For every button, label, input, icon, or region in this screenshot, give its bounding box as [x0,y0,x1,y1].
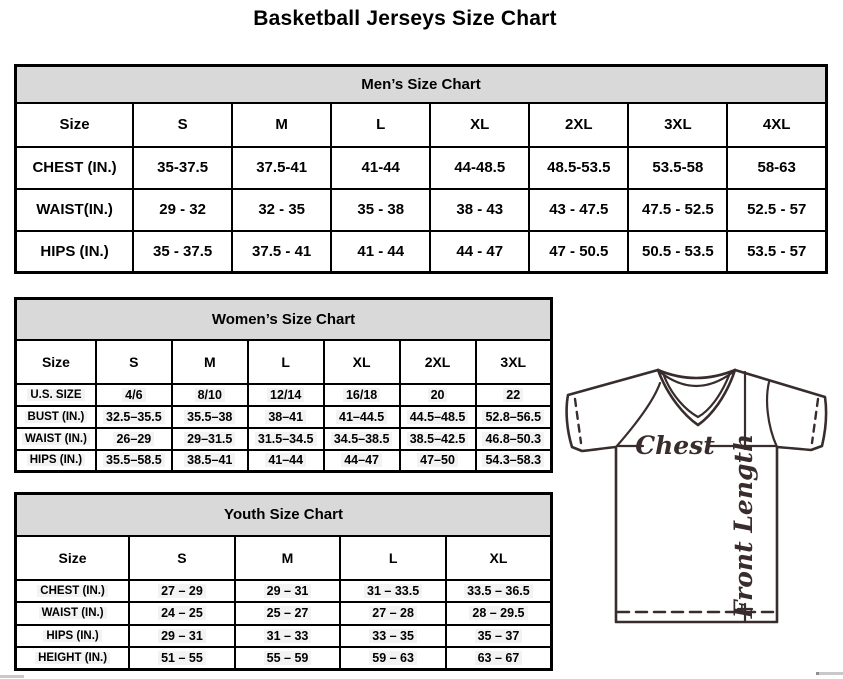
womens-size-chart-table [14,297,553,473]
value-cell [340,625,446,648]
row-label: CHEST (IN.) [16,147,134,189]
value-cell-text: 31 – 33.5 [364,584,422,598]
value-cell [235,602,341,625]
value-cell: 44-48.5 [430,147,529,189]
value-cell: 47 - 50.5 [529,231,628,273]
value-cell-text: 54.3–58.3 [482,453,544,467]
value-cell [340,580,446,603]
value-cell-text: 46.8–50.3 [482,432,544,446]
value-cell [446,602,552,625]
value-cell: 37.5-41 [232,147,331,189]
table-row [16,625,552,648]
left-cuff-stitch-line [575,399,581,443]
value-cell [129,647,235,670]
value-cell: 50.5 - 53.5 [628,231,727,273]
value-cell: 29 - 32 [133,189,232,231]
front-length-label: Front Length [729,433,758,619]
table-row [16,450,552,472]
value-cell-text: 41–44.5 [336,410,387,424]
value-cell [172,428,248,450]
value-cell-text: 47–50 [417,453,458,467]
value-cell [129,580,235,603]
value-cell [446,625,552,648]
value-cell-text: 33 – 35 [369,629,417,643]
value-cell: 58-63 [727,147,826,189]
value-cell [96,428,172,450]
value-cell-text: 51 – 55 [158,651,206,665]
row-label [16,625,130,648]
youth-size-chart-table [14,492,553,671]
value-cell [476,384,552,406]
value-cell [446,647,552,670]
value-cell-text: 35.5–58.5 [103,453,165,467]
row-label-text: BUST (IN.) [25,411,88,423]
size-column-l: L [248,340,324,384]
size-column-2xl: 2XL [529,103,628,147]
jersey-outline [567,370,826,622]
size-header-cell: Size [16,536,130,580]
value-cell-text: 59 – 63 [369,651,417,665]
table-row [16,580,552,603]
value-cell [476,428,552,450]
size-header-cell: Size [16,103,134,147]
value-cell [400,428,476,450]
value-cell-text: 44–47 [341,453,382,467]
value-cell: 52.5 - 57 [727,189,826,231]
value-cell-text: 12/14 [267,388,304,402]
row-label [16,384,96,406]
table-row [16,384,552,406]
jersey-measurement-diagram [555,355,843,679]
value-cell: 48.5-53.5 [529,147,628,189]
table-row [16,147,827,189]
value-cell [235,647,341,670]
value-cell [129,602,235,625]
value-cell: 41 - 44 [331,231,430,273]
table-row [16,231,827,273]
youth-chart-size-row [16,536,552,580]
right-cuff-stitch-line [812,399,818,443]
value-cell [96,406,172,428]
mens-size-chart-table [14,64,828,274]
womens-chart-title: Women’s Size Chart [16,299,552,340]
value-cell-text: 25 – 27 [264,606,312,620]
value-cell-text: 29 – 31 [158,629,206,643]
value-cell [248,406,324,428]
right-armhole-seam [767,382,777,447]
value-cell [446,580,552,603]
row-label-text: HEIGHT (IN.) [35,652,110,664]
value-cell [324,384,400,406]
mens-chart-title: Men’s Size Chart [16,66,827,103]
value-cell-text: 35.5–38 [184,410,235,424]
value-cell-text: 22 [503,388,523,402]
value-cell [172,450,248,472]
value-cell-text: 38.5–41 [184,453,235,467]
row-label [16,647,130,670]
value-cell-text: 33.5 – 36.5 [464,584,533,598]
table-row [16,406,552,428]
row-label [16,450,96,472]
value-cell-text: 34.5–38.5 [331,432,393,446]
size-column-xl: XL [430,103,529,147]
value-cell-text: 29–31.5 [184,432,235,446]
row-label-text: U.S. SIZE [27,389,84,401]
value-cell [172,384,248,406]
row-label-text: HIPS (IN.) [43,630,101,642]
value-cell-text: 27 – 29 [158,584,206,598]
value-cell [476,406,552,428]
value-cell: 43 - 47.5 [529,189,628,231]
mens-chart-header-row [16,66,827,103]
value-cell-text: 29 – 31 [264,584,312,598]
row-label [16,580,130,603]
size-column-3xl: 3XL [628,103,727,147]
value-cell [96,450,172,472]
size-column-m: M [232,103,331,147]
row-label: WAIST(IN.) [16,189,134,231]
value-cell: 32 - 35 [232,189,331,231]
value-cell [400,406,476,428]
value-cell-text: 26–29 [113,432,154,446]
value-cell-text: 16/18 [343,388,380,402]
size-column-3xl: 3XL [476,340,552,384]
size-column-m: M [172,340,248,384]
chest-label: Chest [635,431,715,460]
value-cell-text: 4/6 [122,388,145,402]
value-cell: 37.5 - 41 [232,231,331,273]
collar-back-arc-outer [658,370,735,378]
size-column-l: L [331,103,430,147]
value-cell [235,580,341,603]
size-column-l: L [340,536,446,580]
value-cell-text: 8/10 [195,388,225,402]
value-cell-text: 52.8–56.5 [482,410,544,424]
row-label [16,602,130,625]
value-cell: 53.5-58 [628,147,727,189]
value-cell [340,647,446,670]
value-cell-text: 38–41 [265,410,306,424]
row-label [16,406,96,428]
horizontal-scrollbar-fragment-right[interactable] [816,672,843,675]
value-cell-text: 38.5–42.5 [407,432,469,446]
size-column-s: S [133,103,232,147]
value-cell-text: 24 – 25 [158,606,206,620]
value-cell [172,406,248,428]
value-cell-text: 28 – 29.5 [469,606,527,620]
table-row [16,428,552,450]
value-cell-text: 32.5–35.5 [103,410,165,424]
value-cell: 38 - 43 [430,189,529,231]
value-cell [235,625,341,648]
value-cell [324,406,400,428]
row-label: HIPS (IN.) [16,231,134,273]
row-label-text: WAIST (IN.) [39,607,107,619]
row-label [16,428,96,450]
value-cell: 41-44 [331,147,430,189]
row-label-text: WAIST (IN.) [22,433,90,445]
value-cell [248,384,324,406]
value-cell [324,450,400,472]
value-cell [400,450,476,472]
womens-chart-header-row [16,299,552,340]
table-row [16,647,552,670]
size-column-xl: XL [446,536,552,580]
row-label-text: CHEST (IN.) [37,585,108,597]
size-column-s: S [96,340,172,384]
value-cell [248,450,324,472]
value-cell [400,384,476,406]
value-cell-text: 35 – 37 [475,629,523,643]
size-column-4xl: 4XL [727,103,826,147]
value-cell-text: 41–44 [265,453,306,467]
size-header-cell: Size [16,340,96,384]
value-cell: 44 - 47 [430,231,529,273]
value-cell-text: 63 – 67 [475,651,523,665]
row-label-text: HIPS (IN.) [27,454,85,466]
womens-chart-size-row [16,340,552,384]
value-cell: 35-37.5 [133,147,232,189]
mens-chart-size-row [16,103,827,147]
value-cell [129,625,235,648]
value-cell: 35 - 37.5 [133,231,232,273]
value-cell [324,428,400,450]
size-column-m: M [235,536,341,580]
value-cell: 53.5 - 57 [727,231,826,273]
size-column-2xl: 2XL [400,340,476,384]
value-cell-text: 31 – 33 [264,629,312,643]
horizontal-scrollbar-fragment-left[interactable] [0,675,24,678]
value-cell: 47.5 - 52.5 [628,189,727,231]
value-cell [340,602,446,625]
size-column-xl: XL [324,340,400,384]
value-cell-text: 44.5–48.5 [407,410,469,424]
youth-chart-title: Youth Size Chart [16,494,552,536]
table-row [16,602,552,625]
value-cell-text: 27 – 28 [369,606,417,620]
page-title: Basketball Jerseys Size Chart [253,7,557,30]
size-column-s: S [129,536,235,580]
value-cell [476,450,552,472]
value-cell: 35 - 38 [331,189,430,231]
value-cell [96,384,172,406]
youth-chart-header-row [16,494,552,536]
table-row [16,189,827,231]
value-cell-text: 20 [428,388,448,402]
value-cell-text: 55 – 59 [264,651,312,665]
value-cell [248,428,324,450]
value-cell-text: 31.5–34.5 [255,432,317,446]
